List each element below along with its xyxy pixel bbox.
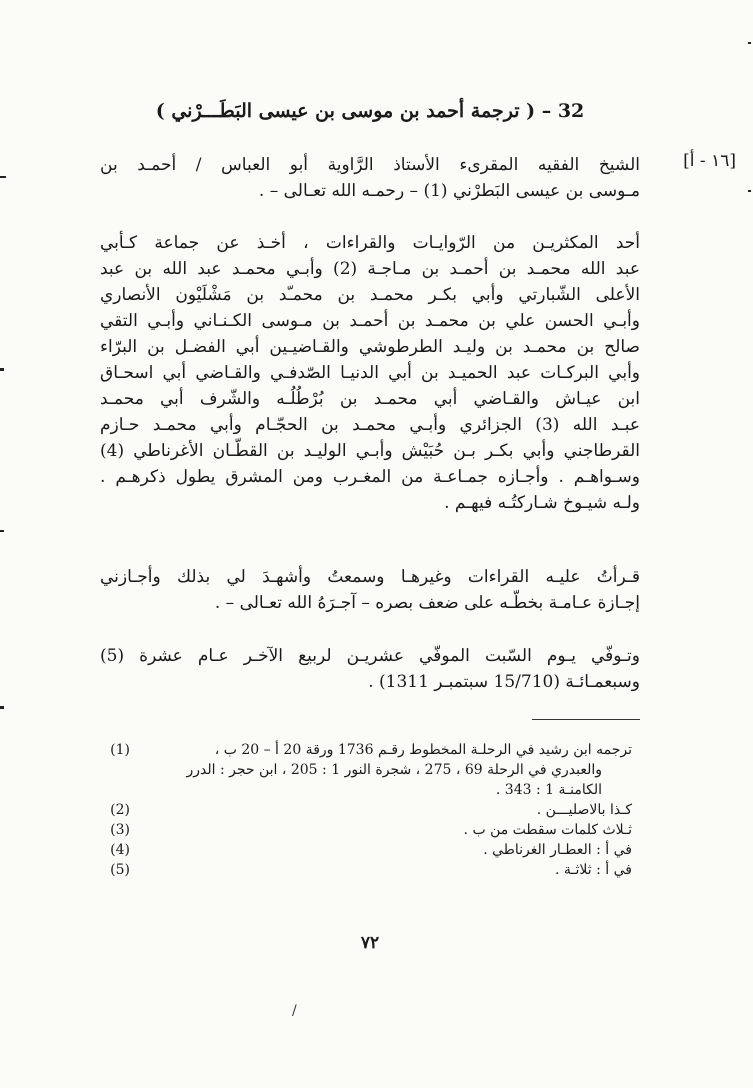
footnote-1 — [100, 740, 640, 760]
footnote-text: ثـلاث كلمات سقطت من ب . — [463, 822, 632, 838]
text-line: وأبي البركـات عبد الحميـد بن أبي الدنيـا الصّدفـي والقـاضي أبي اسحـاق — [100, 363, 640, 383]
footnote-1-continued — [100, 760, 640, 780]
footnote-2 — [100, 800, 640, 820]
text-line: إجـازة عـامـة بخطّـه على ضعف بصره – آجـرَهُ الله تعـالى – . — [214, 593, 640, 613]
footnote-number: (4) — [110, 842, 130, 858]
text-line: وتـوفّي يـوم السّبت الموفّي عشريـن لربيع الآخـر عـام عشرة (5) — [100, 646, 640, 666]
footnotes — [100, 740, 640, 880]
footnote-text: ترجمه ابن رشيد في الرحلـة المخطوط رقـم 1736 ورقة 20 أ – 20 ب ، — [214, 742, 632, 758]
footnote-1-continued — [100, 780, 640, 800]
scan-edge-mark — [0, 368, 4, 371]
footnote-number: (2) — [110, 802, 130, 818]
text-line: ابن عيـاش والقـاضي أبي محمـد بن بُرْطُلُـه والشّرف أبي محمـد — [100, 389, 640, 409]
scan-edge-mark — [748, 42, 751, 44]
text-line: وسبعمـائـة (15/710 سبتمبـر 1311) . — [368, 672, 640, 692]
text-line: عبـد الله (3) الجزائري وأبـي محمـد بن الحجّـام وأبي محمـد حـازم — [100, 415, 640, 435]
footnote-text: في أ : ثلاثـة . — [555, 862, 632, 878]
opening-paragraph — [100, 152, 640, 204]
text-line: أحد المكثريـن من الرّوايـات والقراءات ، أخـذ عن جماعة كـأبي — [100, 233, 640, 253]
footnote-4 — [100, 840, 640, 860]
text-line: صالح بن محمـد بن وليـد الطرطوشي والقـاضيـين أبي الفضـل بن البرّاء — [100, 337, 640, 357]
scan-mark: / — [292, 1003, 297, 1019]
footnote-text: والعبدري في الرحلة 69 ، 275 ، شجرة النور 1 : 205 ، ابن حجر : الدرر — [186, 762, 602, 778]
footnote-text: الكامنـة 1 : 343 . — [495, 782, 602, 798]
teachers-paragraph — [100, 230, 640, 516]
reading-paragraph — [100, 564, 640, 616]
scan-edge-mark — [0, 530, 4, 532]
scan-edge-mark — [0, 706, 4, 709]
text-line: الأعلى الشّبارتي وأبي بكـر محمـد بن محمـّد بن مَشْلَيْون الأنصاري — [100, 285, 640, 305]
text-line: مـوسى بن عيسى البَطرْني (1) – رحمـه الله تعـالى – . — [258, 181, 640, 201]
text-line: قـرأتُ عليـه القراءات وغيرهـا وسمعتُ وأشهـدَ لي بذلك وأجـازني — [100, 567, 640, 587]
text-line: الشيخ الفقيه المقرىء الأستاذ الرَّاوية أبو العباس / أحمـد بن — [100, 155, 640, 175]
page-number: ٧٢ — [360, 933, 380, 953]
scan-edge-mark — [748, 190, 751, 192]
footnote-text: كـذا بالاصليـــن . — [536, 802, 632, 818]
footnote-number: (1) — [110, 742, 130, 758]
footnote-number: (3) — [110, 822, 130, 838]
footnote-text: في أ : العطـار الغرناطي . — [483, 842, 632, 858]
text-line: وسـواهـم . وأجـازه جمـاعـة من المغـرب ومن المشرق يطول ذكرهـم . — [100, 467, 640, 487]
text-line: عبد الله محمـد بن أحمـد بن مـاجـة (2) وأبـي محمـد عبد الله بن عبد — [100, 259, 640, 279]
death-paragraph — [100, 643, 640, 695]
text-line: ولـه شيـوخ شـاركتُـه فيهـم . — [444, 493, 640, 513]
footnote-5 — [100, 860, 640, 880]
scan-edge-mark — [0, 176, 6, 178]
text-line: وأبـي الحسن علي بن محمـد بن أحمـد بن مـوسى الكـنـاني وأبـي التقي — [100, 311, 640, 331]
footnote-divider — [532, 719, 640, 720]
manuscript-folio-reference: [١٦ - أ] — [683, 151, 736, 171]
footnote-number: (5) — [110, 862, 130, 878]
text-line: القرطاجني وأبي بكـر بـن حُبَيْش وأبـي الوليـد بن القطّـان الأغرناطي (4) — [100, 441, 640, 461]
entry-title: 32 – ( ترجمة أحمد بن موسى بن عيسى البَطَـــرْني ) — [155, 100, 585, 122]
footnote-3 — [100, 820, 640, 840]
